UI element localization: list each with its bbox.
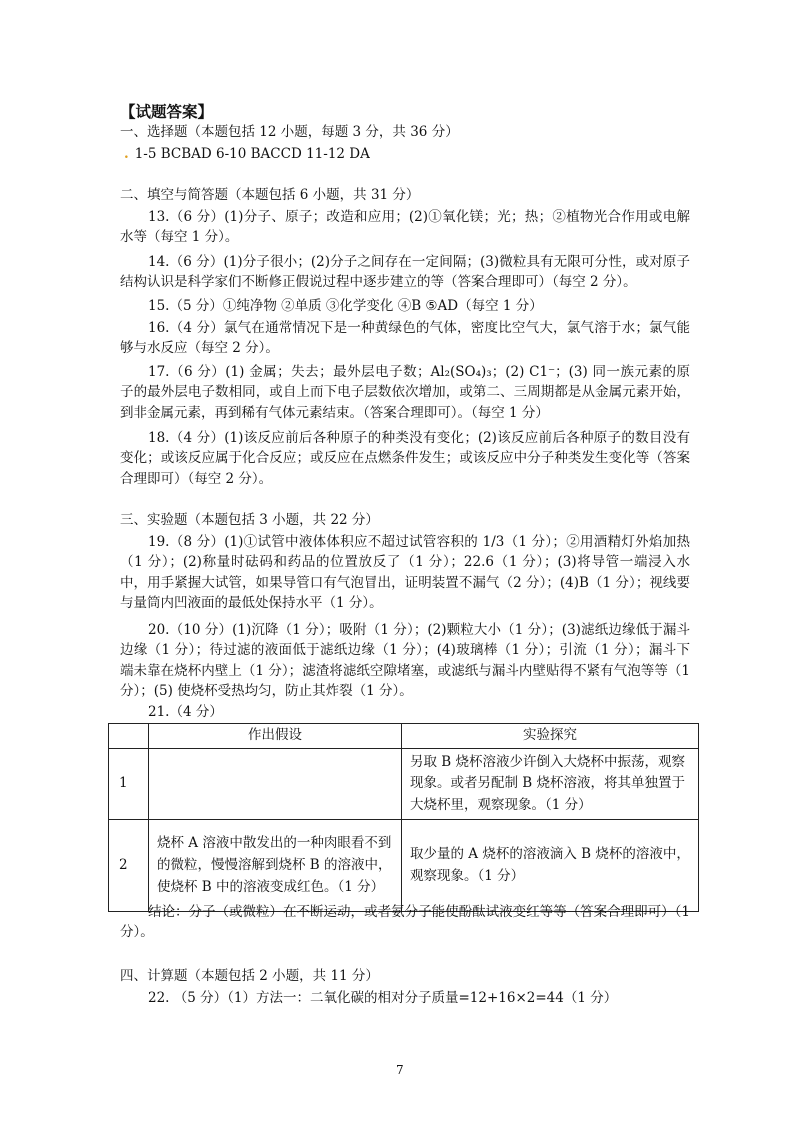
table-header-row	[109, 724, 699, 749]
table-header-hypothesis: 作出假设	[149, 724, 402, 749]
answer-q16: 16.（4 分）氯气在通常情况下是一种黄绿色的气体，密度比空气大，氯气溶于水；氯气能够与水反应（每空 2 分）。	[120, 320, 690, 357]
answer-q13: 13.（6 分）(1)分子、原子；改造和应用；(2)①氧化镁；光；热；②植物光合作用或电解水等（每空 1 分）。	[120, 209, 690, 246]
answer-q17: 17.（6 分）(1) 金属；失去；最外层电子数；Al₂(SO₄)₃；(2) C1⁻；(3) 同一族元素的原子的最外层电子数相同，或自上而下电子层数依次增加，或第二、三周期都是从金属元素开始，到非金属元素，再到稀有气体元素结束。（答案合理即可）。（每空 1 分）	[120, 364, 690, 421]
row-hypothesis	[149, 748, 402, 820]
bullet-dot-icon: .	[124, 146, 129, 162]
row-experiment: 另取 B 烧杯溶液少许倒入大烧杯中振荡，观察现象。或者另配制 B 烧杯溶液，将其单独置于大烧杯里，观察现象。（1 分）	[402, 748, 699, 820]
choice-answers: 1-5 BCBAD 6-10 BACCD 11-12 DA	[134, 146, 370, 162]
section2-heading: 二、填空与简答题（本题包括 6 小题，共 31 分）	[120, 187, 420, 203]
table-row	[109, 748, 699, 820]
q21-conclusion: 结论：分子（或微粒）在不断运动，或者氨分子能使酚酞试液变红等等（答案合理即可）（1 分）。	[120, 904, 690, 941]
answer-q20: 20.（10 分）(1)沉降（1 分）；吸附（1 分）；(2)颗粒大小（1 分）；(3)滤纸边缘低于漏斗边缘（1 分）；待过滤的液面低于滤纸边缘（1 分）；(4)玻璃棒（1 分）；引流（1 分）；漏斗下端未靠在烧杯内壁上（1 分）；滤渣将滤纸空隙堵塞，或滤纸与漏斗内壁贴得不紧有气泡等等（1 分）；(5) 使烧杯受热均匀，防止其炸裂（1 分）。	[120, 622, 690, 699]
row-number: 1	[109, 748, 149, 820]
answer-q21-label: 21.（4 分）	[148, 704, 223, 720]
section4-heading: 四、计算题（本题包括 2 小题，共 11 分）	[120, 968, 379, 984]
answer-q19: 19.（8 分）(1)①试管中液体体积应不超过试管容积的 1/3（1 分）；②用酒精灯外焰加热（1 分）；(2)称量时砝码和药品的位置放反了（1 分）；22.6（1 分）；(3)将导管一端浸入水中，用手紧握大试管，如果导管口有气泡冒出，证明装置不漏气（2 分）；(4)B（1 分）；视线要与量筒内凹液面的最低处保持水平（1 分）。	[120, 534, 690, 611]
page-title: 【试题答案】	[120, 102, 214, 121]
row-number: 2	[109, 820, 149, 912]
table-header-experiment: 实验探究	[402, 724, 699, 749]
q21-answer-table	[108, 723, 699, 912]
section3-heading: 三、实验题（本题包括 3 小题，共 22 分）	[120, 512, 379, 528]
answer-q18: 18.（4 分）(1)该反应前后各种原子的种类没有变化；(2)该反应前后各种原子的数目没有变化；或该反应属于化合反应；或反应在点燃条件发生；或该反应中分子种类发生变化等（答案合理即可）（每空 2 分）。	[120, 430, 690, 487]
answer-q15: 15.（5 分）①纯净物 ②单质 ③化学变化 ④B ⑤AD（每空 1 分）	[148, 298, 543, 314]
section1-heading: 一、选择题（本题包括 12 小题，每题 3 分，共 36 分）	[120, 124, 459, 140]
row-hypothesis: 烧杯 A 溶液中散发出的一种肉眼看不到的微粒，慢慢溶解到烧杯 B 的溶液中，使烧杯 B 中的溶液变成红色。（1 分）	[149, 820, 402, 912]
page-number: 7	[396, 1063, 404, 1077]
table-row	[109, 820, 699, 912]
table-header-number	[109, 724, 149, 749]
section1-answers	[124, 144, 370, 164]
row-experiment: 取少量的 A 烧杯的溶液滴入 B 烧杯的溶液中，观察现象。（1 分）	[402, 820, 699, 912]
answer-q22: 22. （5 分）（1）方法一：二氧化碳的相对分子质量=12+16×2=44（1 分）	[148, 990, 618, 1006]
answer-q14: 14.（6 分）(1)分子很小；(2)分子之间存在一定间隔；(3)微粒具有无限可分性，或对原子结构认识是科学家们不断修正假说过程中逐步建立的等（答案合理即可）（每空 2 分）。	[120, 254, 690, 291]
